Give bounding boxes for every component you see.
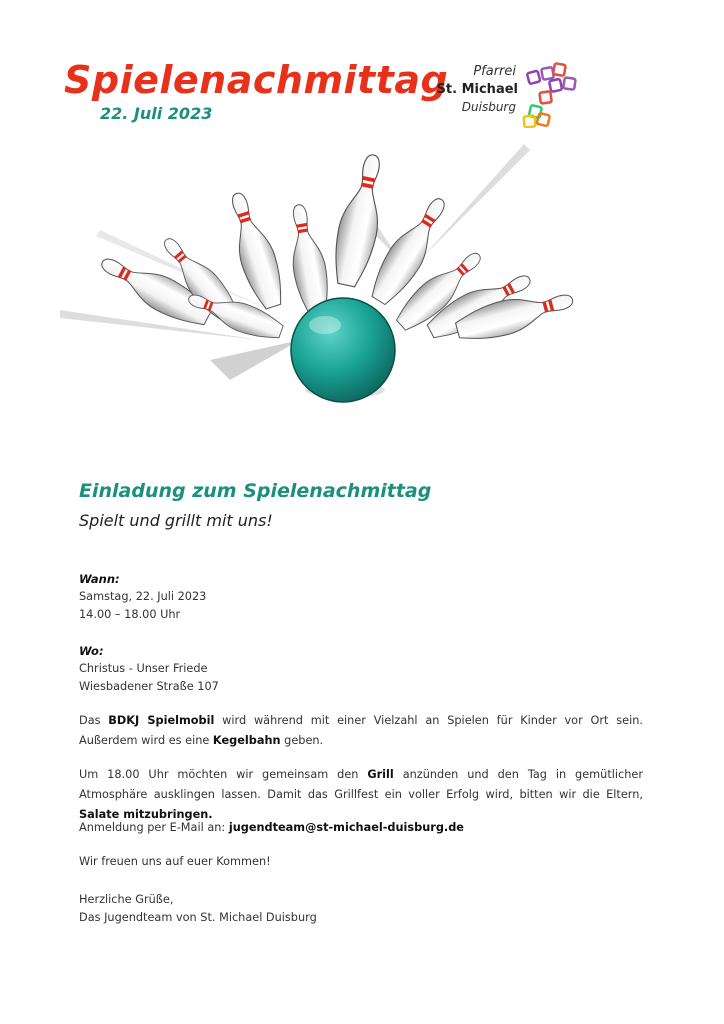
logo-squares-icon <box>520 58 580 128</box>
registration-text: Anmeldung per E-Mail an: <box>79 821 229 834</box>
event-date: 22. Juli 2023 <box>100 104 213 123</box>
logo-line-1: Pfarrei <box>473 64 516 79</box>
registration-line <box>79 818 643 838</box>
greeting: Herzliche Grüße, <box>79 893 174 906</box>
paragraph1-text-2: wird während mit einer Vielzahl an Spielen für Kinder vor Ort sein. Außerdem wird es eine <box>79 714 643 747</box>
when-section <box>79 570 206 624</box>
parish-logo <box>436 58 576 128</box>
paragraph1-text-1: Das <box>79 714 109 727</box>
paragraph2-text-2: anzünden und den Tag in gemütlicher Atmosphäre ausklingen lassen. Damit das Grillfest ein voller Erfolg wird, bitten wir die Eltern, <box>79 768 644 801</box>
closing-line: Wir freuen uns auf euer Kommen! <box>79 855 271 868</box>
paragraph1-bold-2: Kegelbahn <box>212 734 281 747</box>
where-place: Christus - Unser Friede <box>79 662 208 675</box>
where-label: Wo: <box>79 644 104 658</box>
when-label: Wann: <box>79 572 120 586</box>
paragraph2-text-1: Um 18.00 Uhr möchten wir gemeinsam den <box>79 768 368 781</box>
signature-block <box>79 891 317 927</box>
invitation-subheading: Spielt und grillt mit uns! <box>79 511 273 530</box>
paragraph1-bold-1: BDKJ Spielmobil <box>108 714 215 727</box>
where-section <box>79 642 219 696</box>
paragraph2-bold-2: Salate mitzubringen. <box>79 808 213 821</box>
when-time: 14.00 – 18.00 Uhr <box>79 608 181 621</box>
paragraph-grill <box>79 765 643 825</box>
paragraph2-bold-1: Grill <box>367 768 394 781</box>
logo-line-3: Duisburg <box>461 100 516 114</box>
registration-email-link[interactable]: jugendteam@st-michael-duisburg.de <box>228 821 464 834</box>
paragraph1-text-3: geben. <box>280 734 324 747</box>
signature: Das Jugendteam von St. Michael Duisburg <box>79 911 317 924</box>
bowling-strike-illustration <box>60 140 580 420</box>
where-street: Wiesbadener Straße 107 <box>79 680 219 693</box>
invitation-heading: Einladung zum Spielenachmittag <box>79 480 432 502</box>
logo-line-2: St. Michael <box>436 82 518 97</box>
when-date: Samstag, 22. Juli 2023 <box>79 590 207 603</box>
paragraph-spielmobil <box>79 711 643 751</box>
page-title: Spielenachmittag <box>64 58 449 102</box>
